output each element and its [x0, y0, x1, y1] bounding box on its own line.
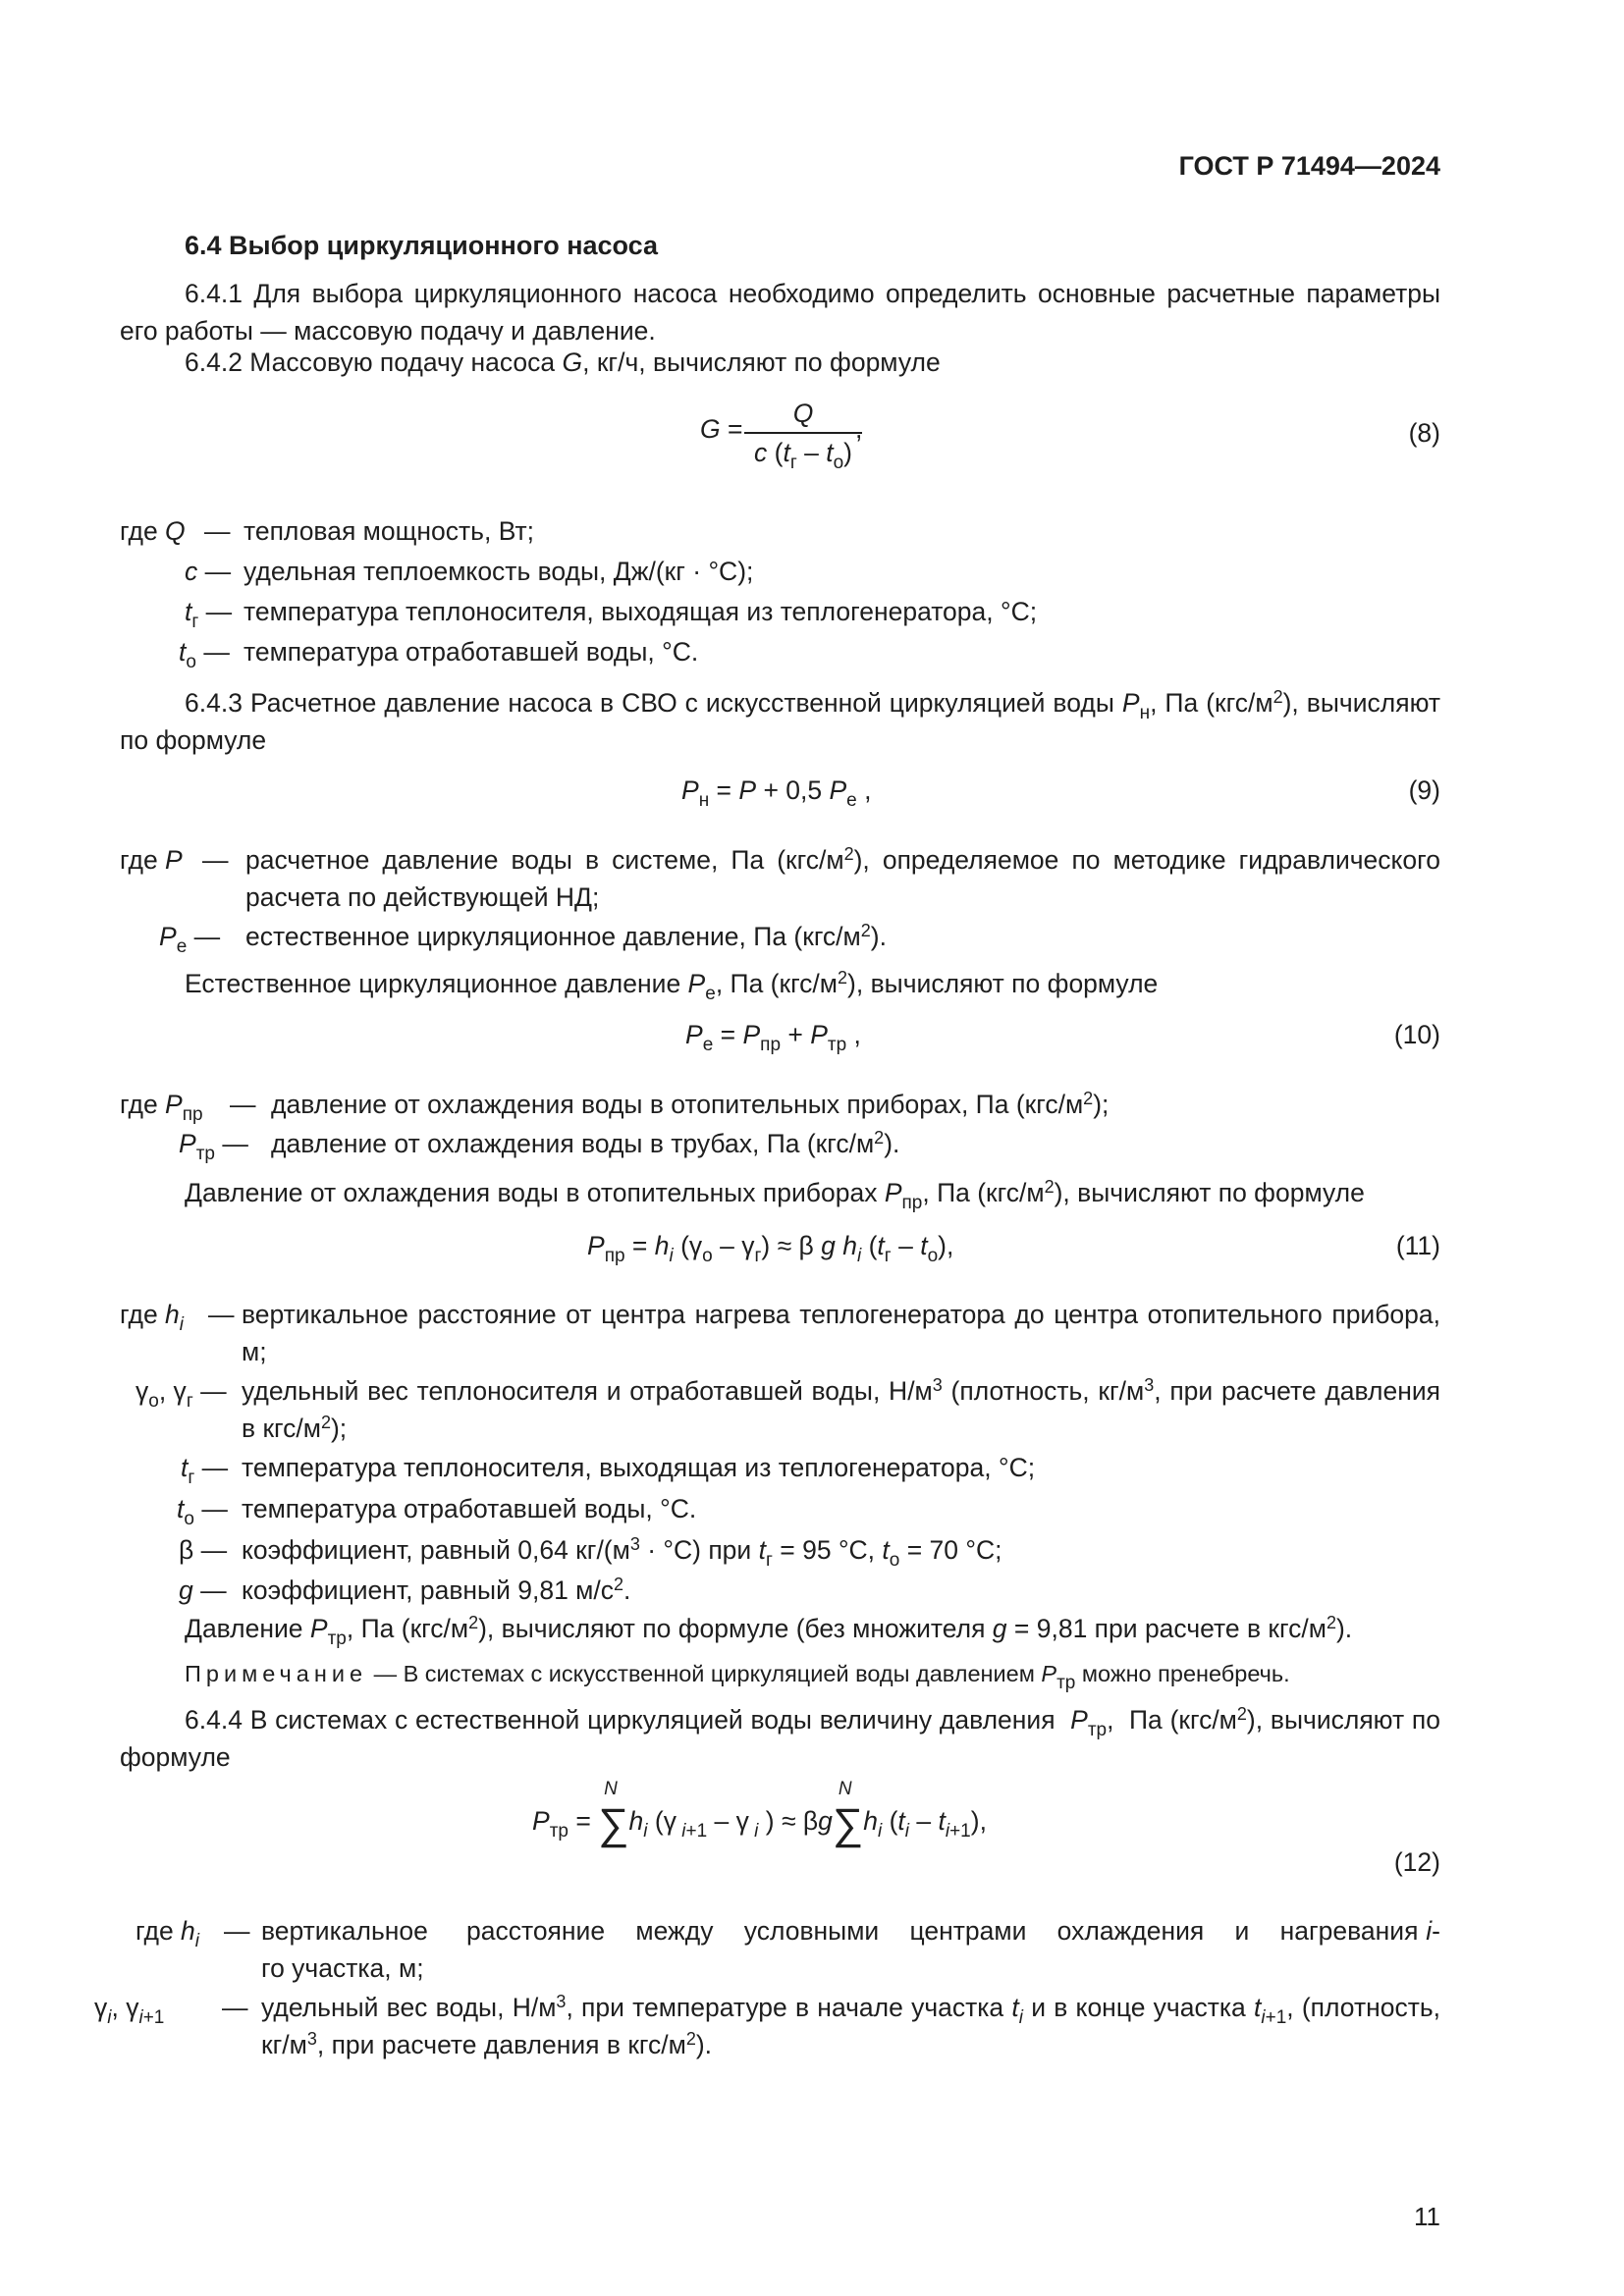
paragraph-6-4-4: 6.4.4 В системах с естественной циркуляцией воды величину давления $P_{тр}$, Па $(кгс/м^2)$, вычисляют по формуле — [120, 1704, 1440, 1772]
def-gamma: удельный вес теплоносителя и отработавшей воды, $Н/м^3$ (плотность, $кг/м^3$, при расчете давления в кгс/$м^2$); — [242, 1375, 1440, 1443]
where-label: где Q — [120, 516, 186, 546]
formula-number-10: (10) — [1393, 1020, 1440, 1049]
paragraph-6-4-2: 6.4.2 Массовую подачу насоса G, кг/ч, вычисляют по формуле — [185, 347, 941, 377]
def-to: температура отработавшей воды, °С. — [244, 637, 699, 667]
def-pe: естественное циркуляционное давление, Па $(кгс/м^2)$. — [245, 921, 887, 951]
paragraph-pe: Естественное циркуляционное давление $P_е$, Па $(кгс/м^2)$, вычисляют по формуле — [185, 968, 1159, 1004]
def-to-2: температура отработавшей воды, °С. — [242, 1494, 697, 1523]
formula-number-12: (12) — [1393, 1847, 1440, 1877]
def-beta: коэффициент, равный 0,64 $кг/(м^3 \cdot ^\circ С)$ при $t_г = 95$ °С, $t_о = 70$ °С; — [242, 1534, 1002, 1571]
formula-11: $P_{пр} = h_i$ $(\gamma_о - \gamma_г) \approx \beta$ g $h_i$ $(t_г - t_о)$, — [587, 1231, 954, 1266]
document-page: ГОСТ Р 71494—2024 6.4 Выбор циркуляционного насоса 6.4.1 Для выбора циркуляционного насоса необходимо определить основные расчетные параметры его работы — массовую подачу и давление. 6.4.2 Массовую подачу насоса G, кг/ч, вычисляют по формуле G = Q c $(t_г - t_о)$ , (8) где Q — тепловая мощность, Вт; c — удельная теплоемкость воды, Дж/(кг · °С); $t_г$ — температура теплоносителя, выходящая из теплогенератора, °С; $t_о$ — температура отработавшей воды, °С. 6.4.3 Расчетное давление насоса в СВО с искусственной циркуляцией воды $P_н$, Па $(кгс/м^2)$, вычисляют по формуле $P_н = P + 0,5$ $P_е$ , (9) где P — расчетное давление воды в системе, Па $(кгс/м^2)$, определяемое по методике гидравлического расчета по действующей НД; $P_е$ — естественное циркуляционное давление, Па $(кгс/м^2)$. Естественное циркуляционное давление $P_е$, Па $(кгс/м^2)$, вычисляют по формуле $P_е = P_{пр} + P_{тр}$ , (10) где $P_{пр}$ — давление от охлаждения воды в отопительных приборах, Па $(кгс/м^2)$; $P_{тр}$ — давление от охлаждения воды в трубах, Па $(кгс/м^2)$. Давление от охлаждения воды в отопительных приборах $P_{пр}$, Па $(кгс/м^2)$, вычисляют по формуле $P_{пр} = h_i$ $(\gamma_о - \gamma_г) \approx \beta$ g $h_i$ $(t_г - t_о)$, (11) где $h_i$ — вертикальное расстояние от центра нагрева теплогенератора до центра отопительного прибора, м; $\gamma_о$, $\gamma_г$ — удельный вес теплоносителя и отработавшей воды, $Н/м^3$ (плотность, $кг/м^3$, при расчете давления в кгс/$м^2$); $t_г$ — температура теплоносителя, выходящая из теплогенератора, °С; $t_о$ — температура отработавшей воды, °С. β — коэффициент, равный 0,64 $кг/(м^3 \cdot ^\circ С)$ при $t_г = 95$ °С, $t_о = 70$ °С; g — коэффициент, равный 9,81 $м/с^2$. Давление $P_{тр}$, Па $(кгс/м^2)$, вычисляют по формуле (без множителя g = 9,81 при расчете в кгс/$м^2$). Примечание — В системах с искусственной циркуляцией воды давлением $P_{тр}$ можно пренебречь. 6.4.4 В системах с естественной циркуляцией воды величину давления $P_{тр}$, Па $(кгс/м^2)$, вычисляют по формуле $P_{тр}$ = ∑ N $h_i$ (γ $_{i+1}$ – γ $_i$ ) ≈ βg∑ N $h_i$ $(t_i - t_{i+1})$, (12) где $h_i$ — вертикальное расстояние между условными центрами охлаждения и нагревания i-го участка, м; $\gamma_i$, $\gamma_{i+1}$ — удельный вес воды, $Н/м^3$, при температуре в начале участка $t_i$ и в конце участка $t_{i+1}$, (плотность, $кг/м^3$, при расчете давления в кгс/$м^2$). 11 — [0, 0, 1624, 2296]
def-p: расчетное давление воды в системе, Па $(кгс/м^2)$, определяемое по методике гидравлического расчета по действующей НД; — [245, 844, 1440, 912]
formula-number-9: (9) — [1408, 775, 1440, 805]
def-tg: температура теплоносителя, выходящая из теплогенератора, °С; — [244, 597, 1038, 626]
formula-9: $P_н = P + 0,5$ $P_е$ , — [681, 775, 872, 811]
paragraph-ptr: Давление $P_{тр}$, Па $(кгс/м^2)$, вычисляют по формуле (без множителя g = 9,81 при расчете в кгс/$м^2$). — [185, 1613, 1353, 1649]
formula-8-lhs: G = — [700, 414, 743, 444]
formula-12: $P_{тр}$ = ∑ N $h_i$ (γ $_{i+1}$ – γ $_i$ ) ≈ βg∑ N $h_i$ $(t_i - t_{i+1})$, — [532, 1779, 987, 1848]
def-q: тепловая мощность, Вт; — [244, 516, 535, 546]
def-tg-2: температура теплоносителя, выходящая из теплогенератора, °С; — [242, 1453, 1036, 1482]
def-hi-12: вертикальное расстояние между условными центрами охлаждения и нагревания i-го участка, м; — [261, 1916, 1440, 1983]
page-number: 11 — [1414, 2202, 1440, 2231]
formula-10: $P_е = P_{пр} + P_{тр}$ , — [685, 1020, 861, 1055]
paragraph-6-4-1: 6.4.1 Для выбора циркуляционного насоса необходимо определить основные расчетные параметры его работы — массовую подачу и давление. — [120, 279, 1440, 346]
section-title: 6.4 Выбор циркуляционного насоса — [185, 231, 659, 260]
def-gamma-12: удельный вес воды, $Н/м^3$, при температуре в начале участка $t_i$ и в конце участка $t_{i+1}$, (плотность, $кг/м^3$, при расчете давления в кгс/$м^2$). — [261, 1992, 1441, 2059]
document-header: ГОСТ Р 71494—2024 — [1178, 151, 1440, 181]
def-ptr: давление от охлаждения воды в трубах, Па $(кгс/м^2)$. — [271, 1128, 900, 1158]
formula-number-11: (11) — [1395, 1231, 1440, 1260]
def-g: коэффициент, равный 9,81 $м/с^2$. — [242, 1575, 631, 1605]
paragraph-ppr: Давление от охлаждения воды в отопительных приборах $P_{пр}$, Па $(кгс/м^2)$, вычисляют по формуле — [185, 1177, 1365, 1213]
formula-8-fraction: Q c $(t_г - t_о)$ — [744, 395, 862, 471]
def-hi: вертикальное расстояние от центра нагрева теплогенератора до центра отопительного прибора, м; — [242, 1300, 1440, 1366]
note: Примечание — В системах с искусственной циркуляцией воды давлением $P_{тр}$ можно пренебречь. — [185, 1661, 1290, 1693]
formula-number-8: (8) — [1408, 418, 1440, 448]
def-c: удельная теплоемкость воды, Дж/(кг · °С); — [244, 557, 754, 586]
paragraph-6-4-3: 6.4.3 Расчетное давление насоса в СВО с искусственной циркуляцией воды $P_н$, Па $(кгс/м^2)$, вычисляют по формуле — [120, 687, 1440, 755]
def-ppr: давление от охлаждения воды в отопительных приборах, Па $(кгс/м^2)$; — [271, 1089, 1110, 1119]
